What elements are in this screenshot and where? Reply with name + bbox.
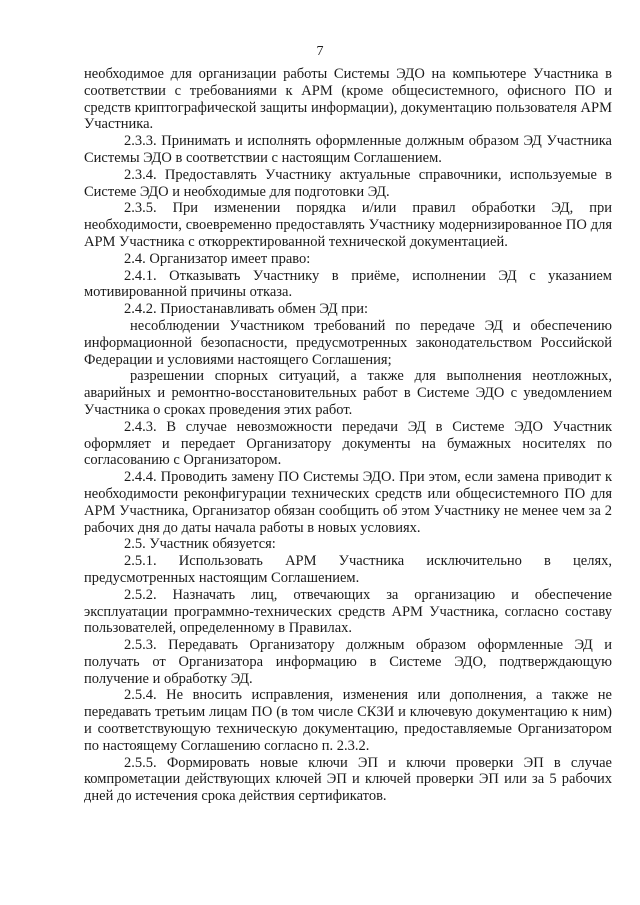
document-body [84,66,612,805]
clause-2-3-4: 2.3.4. Предоставлять Участнику актуальные справочники, используемые в Системе ЭДО и необходимые для подготовки ЭД. [84,166,612,200]
clause-2-4-3: 2.4.3. В случае невозможности передачи ЭД в Системе ЭДО Участник оформляет и передает Организатору документы на бумажных носителях по согласованию с Организатором. [84,418,612,469]
clause-2-5-5: 2.5.5. Формировать новые ключи ЭП и ключи проверки ЭП в случае компрометации действующих ключей ЭП и ключей проверки ЭП или за 5 рабочих дней до истечения срока действия сертификатов. [84,754,612,805]
clause-2-5-3: 2.5.3. Передавать Организатору должным образом оформленные ЭД и получать от Организатора информацию в Системе ЭДО, подтверждающую получение и обработку ЭД. [84,637,612,687]
clause-2-4-2-item-2: разрешении спорных ситуаций, а также для выполнения неотложных, аварийных и ремонтно-восстановительных работ в Системе ЭДО с уведомлением Участника о сроках проведения этих работ. [84,368,612,418]
clause-2-5-1: 2.5.1. Использовать АРМ Участника исключительно в целях, предусмотренных настоящим Соглашением. [84,553,612,586]
clause-2-4-1: 2.4.1. Отказывать Участнику в приёме, исполнении ЭД с указанием мотивированной причины отказа. [84,267,612,301]
clause-2-3-3: 2.3.3. Принимать и исполнять оформленные должным образом ЭД Участника Системы ЭДО в соответствии с настоящим Соглашением. [84,133,612,166]
clause-2-4-4: 2.4.4. Проводить замену ПО Системы ЭДО. При этом, если замена приводит к необходимости реконфигурации технических средств или общесистемного ПО для АРМ Участника, Организатор обязан сообщить об этом Участнику не менее чем за 2 рабочих дня до даты начала работы в новых условиях. [84,469,612,536]
clause-2-4-2: 2.4.2. Приостанавливать обмен ЭД при: [124,301,369,318]
section-2-5-heading: 2.5. Участник обязуется: [124,536,276,553]
clause-2-4-2-item-1: несоблюдении Участником требований по передаче ЭД и обеспечению информационной безопасности, предусмотренных законодательством Российской Федерации и условиями настоящего Соглашения; [84,317,612,368]
clause-2-5-4: 2.5.4. Не вносить исправления, изменения или дополнения, а также не передавать третьим лицам ПО (в том числе СКЗИ и ключевую документацию к ним) и соответствующую техническую документацию, предоставляемые Организатором по настоящему Соглашению согласно п. 2.3.2. [84,687,612,754]
section-2-4-heading: 2.4. Организатор имеет право: [124,250,311,267]
page-number: 7 [316,44,324,59]
paragraph-continuation: необходимое для организации работы Системы ЭДО на компьютере Участника в соответствии с требованиями к АРМ (кроме общесистемного, офисного ПО и средств криптографической защиты информации), документацию пользователя АРМ Участника. [84,66,612,133]
clause-2-5-2: 2.5.2. Назначать лиц, отвечающих за организацию и обеспечение эксплуатации программно-технических средств АРМ Участника, согласно составу пользователей, определенному в Правилах. [84,586,612,637]
clause-2-3-5: 2.3.5. При изменении порядка и/или правил обработки ЭД, при необходимости, своевременно предоставлять Участнику модернизированное ПО для АРМ Участника с откорректированной технической документацией. [84,200,612,250]
